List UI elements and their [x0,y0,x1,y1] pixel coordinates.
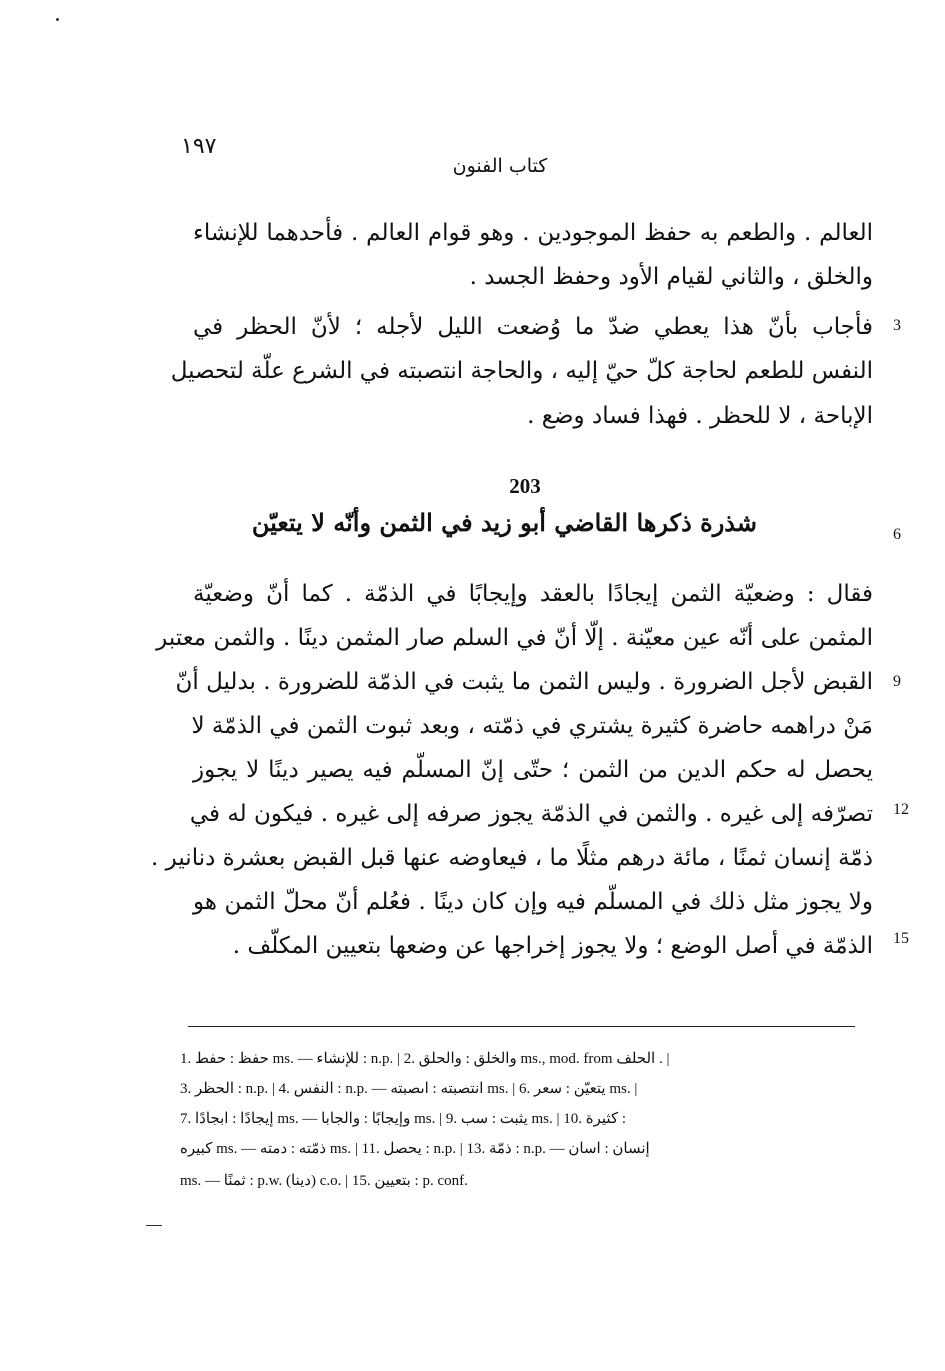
text-line: مَنْ دراهمه حاضرة كثيرة يشتري في ذمّته ، وبعد ثبوت الثمن في الذمّة لا [191,713,873,739]
text-line: ذمّة إنسان ثمنًا ، مائة درهم مثلًا ما ، فيعاوضه عنها قبل القبض بعشرة دنانير . [151,845,873,871]
footnote-line: 1. حفظ : حفط ms. — للإنشاء : n.p. | 2. والخلق : والحلق ms., mod. from الحلف . | [180,1051,670,1067]
page-number: ١٩٧ [181,134,217,159]
footnote-line: 7. إيجادًا : ابجادًا ms. — وإيجابًا : والجابا ms. | 9. يثبت : سب ms. | 10. كثيرة : [180,1111,627,1127]
text-line: يحصل له حكم الدين من الثمن ؛ حتّى إنّ المسلّم فيه يصير دينًا لا يجوز [193,757,873,783]
margin-mark [146,1225,162,1226]
text-line: القبض لأجل الضرورة . وليس الثمن ما يثبت في الذمّة للضرورة . بدليل أنّ [175,669,873,695]
line-number: 15 [893,930,909,947]
line-number: 3 [893,317,901,334]
line-number: 9 [893,673,901,690]
line-number: 12 [893,801,909,818]
text-line: الذمّة في أصل الوضع ؛ ولا يجوز إخراجها عن وضعها بتعيين المكلّف . [232,933,873,959]
text-line: الإباحة ، لا للحظر . فهذا فساد وضع . [527,403,873,429]
section-title: شذرة ذكرها القاضي أبو زيد في الثمن وأنّه لا يتعيّن [251,508,757,537]
footnote-line: ms. — ثمنًا : p.w. (دينا) c.o. | 15. بتعيين : p. conf. [180,1173,468,1189]
running-title: كتاب الفنون [452,155,548,177]
text-line: والخلق ، والثاني لقيام الأود وحفظ الجسد . [469,264,873,290]
text-line: النفس للطعم لحاجة كلّ حيّ إليه ، والحاجة انتصبته في الشرع علّة لتحصيل [170,358,873,384]
line-number: 6 [893,526,901,543]
scan-speck [56,18,59,21]
footnote-line: 3. الحظر : n.p. | 4. النفس : n.p. — انتصبته : اںصبته ms. | 6. يتعيّن : سعر ms. | [180,1081,638,1097]
text-line: فقال : وضعيّة الثمن إيجادًا بالعقد وإيجابًا في الذمّة . كما أنّ وضعيّة [193,581,873,607]
text-line: العالم . والطعم به حفظ الموجودين . وهو قوام العالم . فأحدهما للإنشاء [193,220,873,246]
text-line: ولا يجوز مثل ذلك في المسلّم فيه وإن كان دينًا . فعُلم أنّ محلّ الثمن هو [193,889,873,915]
text-line: فأجاب بأنّ هذا يعطي ضدّ ما وُضعت الليل لأجله ؛ لأنّ الحظر في [193,314,873,340]
text-line: المثمن على أنّه عين معيّنة . إلّا أنّ في السلم صار المثمن دينًا . والثمن معتبر [156,625,873,651]
footnote-rule [188,1026,855,1027]
section-number: 203 [509,474,541,498]
footnote-line: كبيره ms. — ذمّته : دمته ms. | 11. يحصل : n.p. | 13. ذمّة : n.p. — إنسان : اسان [180,1141,650,1157]
text-line: تصرّفه إلى غيره . والثمن في الذمّة يجوز صرفه إلى غيره . فيكون له في [189,801,873,827]
